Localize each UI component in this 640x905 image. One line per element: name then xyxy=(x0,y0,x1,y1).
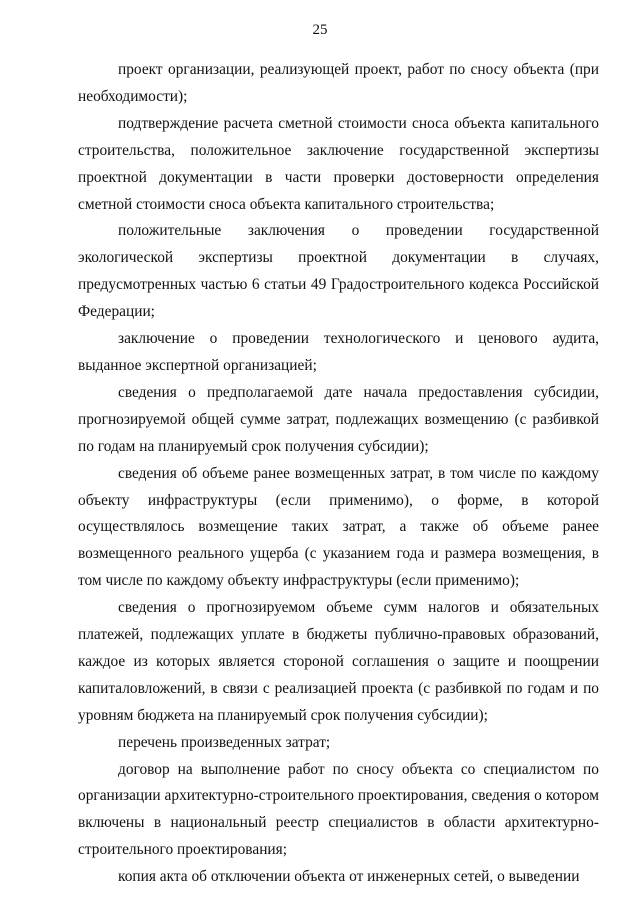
page-number: 25 xyxy=(312,22,328,38)
paragraph-costs-list: перечень произведенных затрат; xyxy=(118,733,331,751)
paragraph-subsidy-start-date: сведения о предполагаемой дате начала предоставления субсидии, прогнозируемой общей сумме затрат, подлежащих возмещению (с разбивкой по годам на планируемый срок получения субсидии); xyxy=(78,383,599,455)
paragraph-cost-estimate-confirmation: подтверждение расчета сметной стоимости сноса объекта капитального строительства, положительное заключение государственной экспертизы проектной документации в части проверки достоверности определения сметной стоимости сноса объекта капитального строительства; xyxy=(78,114,599,213)
paragraph-forecast-taxes: сведения о прогнозируемом объеме сумм налогов и обязательных платежей, подлежащих уплате в бюджеты публично-правовых образований, каждое из которых является стороной соглашения о защите и поощрении капиталовложений, в связи с реализацией проекта (с разбивкой по годам и по уровням бюджета на планируемый срок получения субсидии); xyxy=(78,599,599,724)
paragraph-demolition-contract: договор на выполнение работ по сносу объекта со специалистом по организации архитектурно-строительного проектирования, сведения о котором включены в национальный реестр специалистов в области архитектурно-строительного проектирования; xyxy=(78,760,599,859)
paragraph-previously-reimbursed-costs: сведения об объеме ранее возмещенных затрат, в том числе по каждому объекту инфраструктуры (если применимо), о форме, в которой осуществлялось возмещение таких затрат, а также об объеме ранее возмещенного реального ущерба (с указанием года и размера возмещения, в том числе по каждому объекту инфраструктуры (если применимо); xyxy=(78,464,599,590)
document-body xyxy=(78,57,599,891)
paragraph-demolition-project: проект организации, реализующей проект, работ по сносу объекта (при необходимости); xyxy=(78,61,599,105)
paragraph-disconnection-act: копия акта об отключении объекта от инженерных сетей, о выведении xyxy=(118,868,580,886)
paragraph-ecological-expertise: положительные заключения о проведении государственной экологической экспертизы проектной документации в случаях, предусмотренных частью 6 статьи 49 Градостроительного кодекса Российской Федерации; xyxy=(78,222,599,321)
paragraph-technological-audit: заключение о проведении технологического и ценового аудита, выданное экспертной организацией; xyxy=(78,330,599,374)
